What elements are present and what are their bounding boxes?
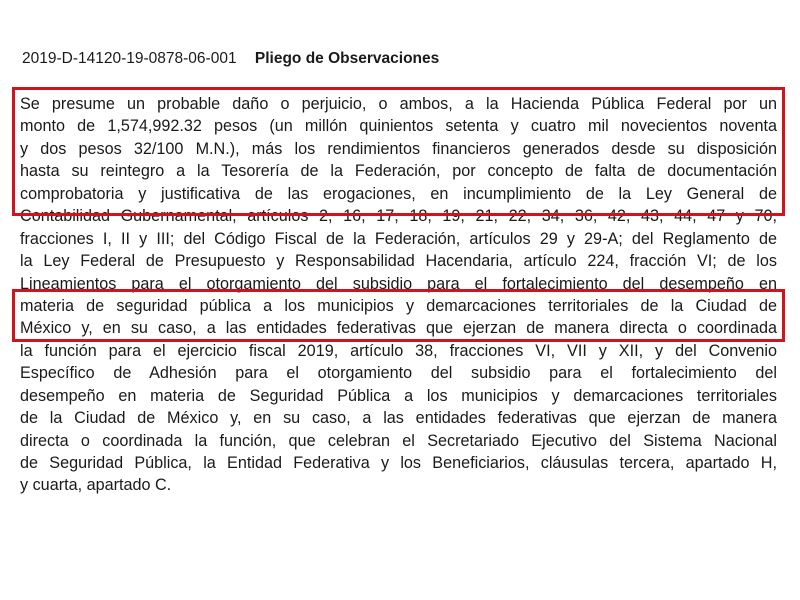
paragraph-line: hasta su reintegro a la Tesorería de la Federación, por concepto de falta de documentación: [20, 162, 777, 181]
paragraph-line: Específico de Adhesión para el otorgamiento del subsidio para el fortalecimiento del: [20, 364, 777, 383]
paragraph-line: México y, en su caso, a las entidades federativas que ejerzan de manera directa o coordinada: [20, 319, 777, 338]
paragraph-line: la Ley Federal de Presupuesto y Responsabilidad Hacendaria, artículo 224, fracción VI; de los: [20, 252, 777, 271]
reference-code: 2019-D-14120-19-0878-06-001: [22, 50, 237, 67]
paragraph-line: de Seguridad Pública, la Entidad Federativa y los Beneficiarios, cláusulas tercera, apartado H,: [20, 454, 777, 472]
paragraph-line: Se presume un probable daño o perjuicio, o ambos, a la Hacienda Pública Federal por un: [20, 95, 777, 113]
document-heading: Pliego de Observaciones: [254, 50, 440, 67]
paragraph-line: comprobatoria y justificativa de las erogaciones, en incumplimiento de la Ley General de: [20, 184, 777, 203]
paragraph-line: desempeño en materia de Seguridad Pública a los municipios y demarcaciones territoriales: [20, 386, 777, 405]
paragraph-line: y cuarta, apartado C.: [20, 476, 172, 495]
paragraph-line: materia de seguridad pública a los municipios y demarcaciones territoriales de la Ciudad de: [20, 296, 777, 315]
paragraph-line: y dos pesos 32/100 M.N.), más los rendimientos financieros generados desde su disposición: [20, 139, 777, 158]
paragraph-line: monto de 1,574,992.32 pesos (un millón quinientos setenta y cuatro mil novecientos noventa: [20, 117, 777, 136]
document-header: [22, 50, 439, 68]
paragraph-line: la función para el ejercicio fiscal 2019, artículo 38, fracciones VI, VII y XII, y del Convenio: [20, 341, 777, 360]
observation-paragraph: [20, 93, 777, 497]
paragraph-line: de la Ciudad de México y, en su caso, a las entidades federativas que ejerzan de manera: [20, 409, 777, 428]
paragraph-line: Contabilidad Gubernamental, artículos 2, 16, 17, 18, 19, 21, 22, 34, 36, 42, 43, 44, 47 y 70,: [20, 207, 777, 226]
paragraph-line: fracciones I, II y III; del Código Fiscal de la Federación, artículos 29 y 29-A; del Reglamento de: [20, 229, 777, 248]
paragraph-line: Lineamientos para el otorgamiento del subsidio para el fortalecimiento del desempeño en: [20, 274, 777, 293]
paragraph-line: directa o coordinada la función, que celebran el Secretariado Ejecutivo del Sistema Nacional: [20, 431, 777, 450]
